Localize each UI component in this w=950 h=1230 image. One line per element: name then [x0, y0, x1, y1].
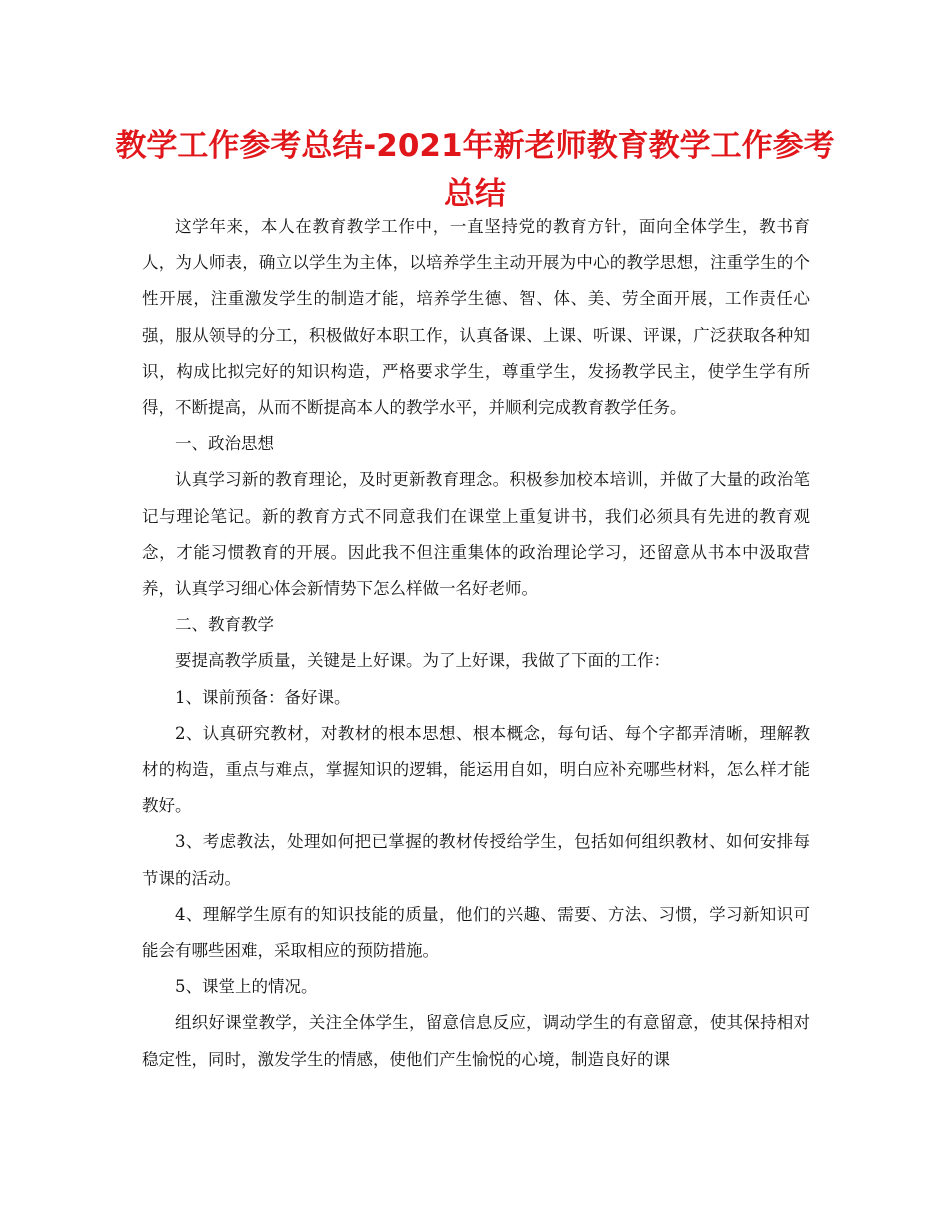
list-item-4: 4、理解学生原有的知识技能的质量，他们的兴趣、需要、方法、习惯，学习新知识可能会有哪些困难，采取相应的预防措施。 — [142, 904, 810, 961]
document-title: 教学工作参考总结-2021年新老师教育教学工作参考总结 — [115, 128, 835, 212]
list-item-3: 3、考虑教法，处理如何把已掌握的教材传授给学生，包括如何组织教材、如何安排每节课的活动。 — [142, 832, 810, 888]
paragraph-teaching-intro: 要提高教学质量，关键是上好课。为了上好课，我做了下面的工作： — [175, 651, 670, 671]
paragraph-intro: 这学年来，本人在教育教学工作中，一直坚持党的教育方针，面向全体学生，教书育人，为人师表，确立以学生为主体，以培养学生主动开展为中心的教学思想，注重学生的个性开展，注重激发学生的制造才能，培养学生德、智、体、美、劳全面开展，工作责任心强，服从领导的分工，积极做好本职工作，认真备课、上课、听课、评课，广泛获取各种知识，构成比拟完好的知识构造，严格要求学生，尊重学生，发扬教学民主，使学生学有所得，不断提高，从而不断提高本人的教学水平，并顺利完成教育教学任务。 — [142, 217, 810, 418]
list-item-1: 1、课前预备：备好课。 — [175, 687, 351, 707]
document-body — [142, 209, 810, 1078]
section-heading-teaching: 二、教育教学 — [175, 615, 274, 635]
list-item-2: 2、认真研究教材，对教材的根本思想、根本概念，每句话、每个字都弄清晰，理解教材的构造，重点与难点，掌握知识的逻辑，能运用自如，明白应补充哪些材料，怎么样才能教好。 — [142, 723, 810, 816]
paragraph-classroom: 组织好课堂教学，关注全体学生，留意信息反应，调动学生的有意留意，使其保持相对稳定性，同时，激发学生的情感，使他们产生愉悦的心境，制造良好的课 — [142, 1013, 810, 1069]
paragraph-political: 认真学习新的教育理论，及时更新教育理念。积极参加校本培训，并做了大量的政治笔记与理论笔记。新的教育方式不同意我们在课堂上重复讲书，我们必须具有先进的教育观念，才能习惯教育的开展。因此我不但注重集体的政治理论学习，还留意从书本中汲取营养，认真学习细心体会新情势下怎么样做一名好老师。 — [142, 470, 810, 599]
section-heading-political: 一、政治思想 — [175, 434, 274, 454]
list-item-5: 5、课堂上的情况。 — [175, 977, 318, 997]
